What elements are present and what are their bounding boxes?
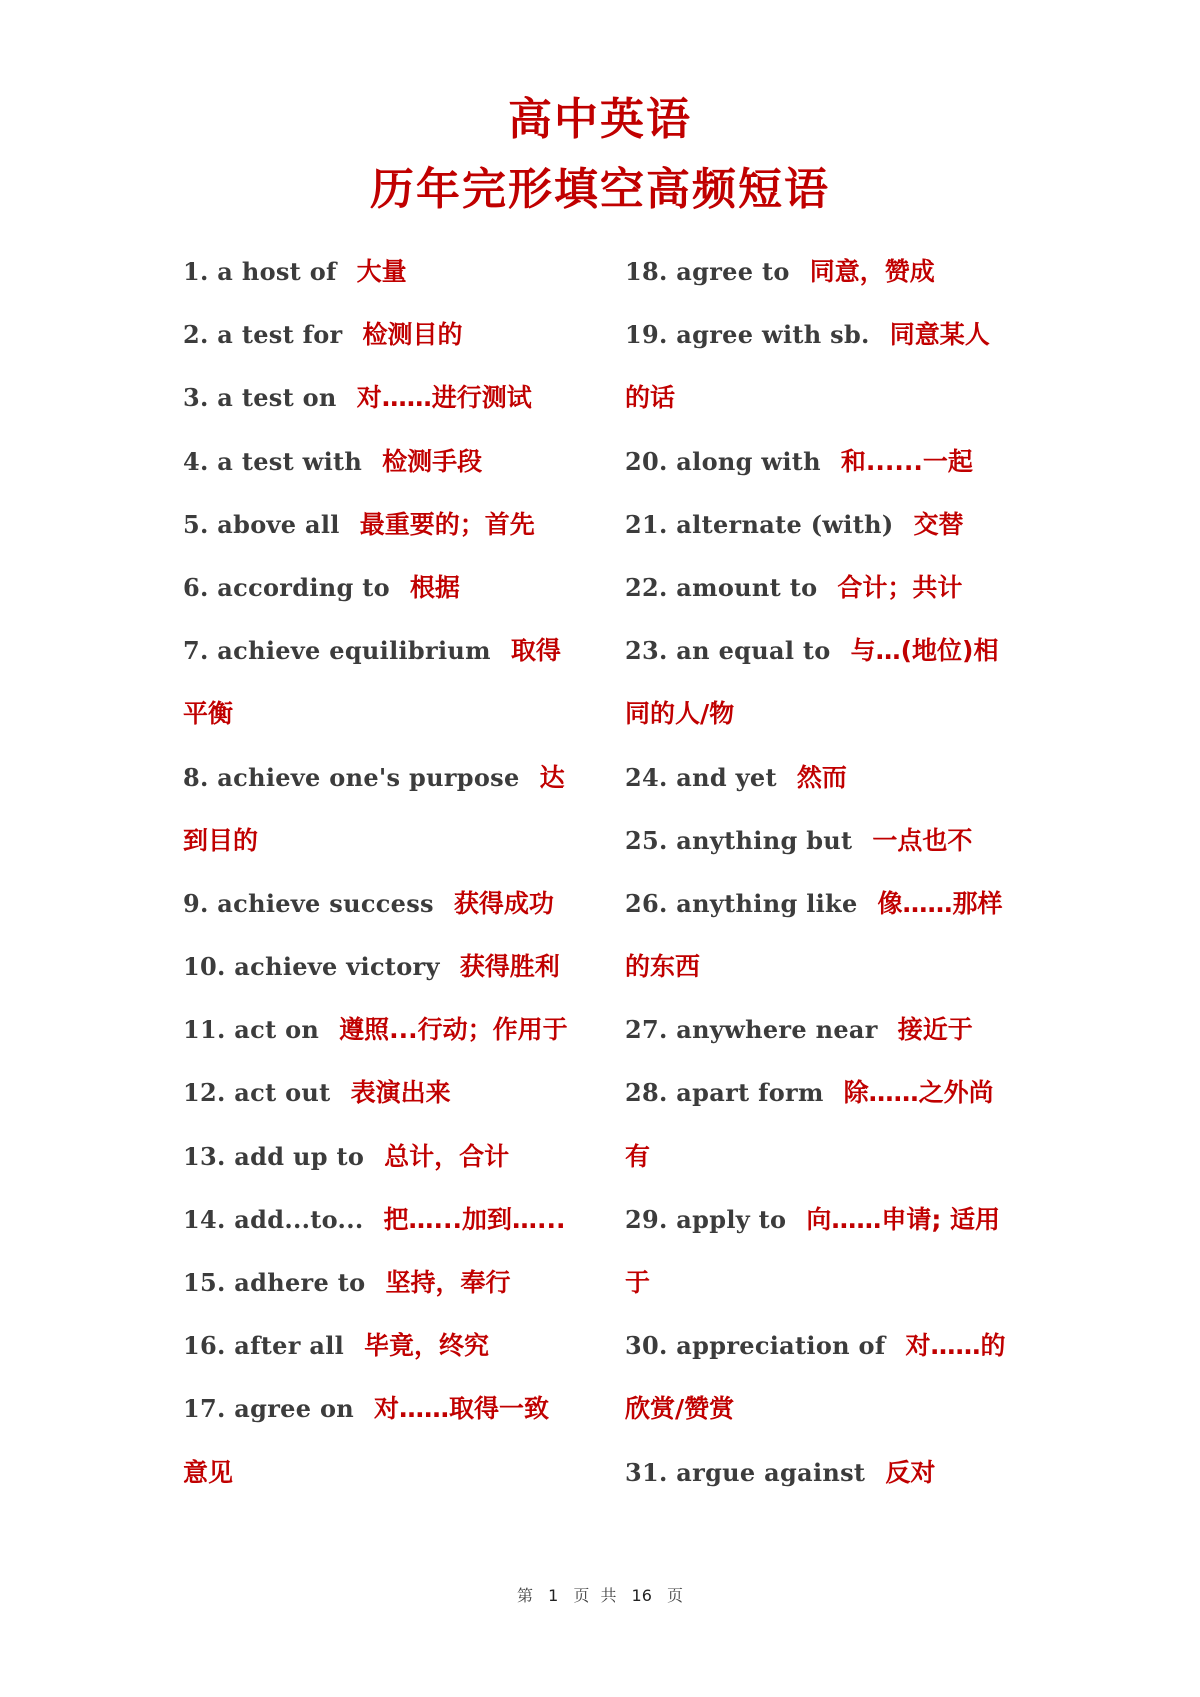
phrase-chinese-continuation: 有: [625, 1141, 651, 1171]
phrase-english: 16. after all: [183, 1331, 345, 1361]
phrase-item: [625, 1328, 1035, 1391]
page-footer-prefix: 第: [516, 1586, 533, 1605]
phrase-english: 23. an equal to: [625, 636, 831, 666]
phrase-chinese: 取得: [510, 636, 561, 666]
phrase-item-continuation: [625, 1265, 1035, 1328]
phrase-chinese: 把…...加到…...: [383, 1204, 566, 1234]
phrase-item: [183, 380, 593, 443]
phrase-english: 11. act on: [183, 1015, 320, 1045]
phrase-chinese: 与…(地位)相: [850, 636, 999, 666]
phrase-item: [183, 570, 593, 633]
phrase-english: 2. a test for: [183, 320, 343, 350]
page-footer-middle: 页 共: [573, 1586, 617, 1605]
phrase-chinese: 对……取得一致: [374, 1394, 550, 1424]
phrase-english: 27. anywhere near: [625, 1015, 878, 1045]
phrase-item: [625, 317, 1035, 380]
phrase-item: [625, 633, 1035, 696]
phrase-english: 5. above all: [183, 509, 340, 539]
phrase-chinese: 除……之外尚: [843, 1078, 994, 1108]
phrase-item: [183, 760, 593, 823]
phrase-english: 14. add...to...: [183, 1204, 364, 1234]
phrase-english: 1. a host of: [183, 257, 337, 286]
phrase-chinese-continuation: 的话: [625, 383, 676, 413]
phrase-chinese-continuation: 于: [625, 1268, 651, 1297]
phrase-english: 4. a test with: [183, 446, 363, 476]
phrase-item: [625, 823, 1035, 886]
phrase-english: 22. amount to: [625, 572, 818, 602]
phrase-english: 3. a test on: [183, 383, 337, 413]
phrase-chinese: 根据: [409, 572, 460, 602]
phrase-item: [183, 1328, 593, 1391]
total-page-count: 16: [631, 1586, 652, 1605]
phrase-chinese: 向……申请; 适用: [806, 1204, 1001, 1234]
phrase-english: 18. agree to: [625, 257, 790, 286]
phrase-item: [183, 886, 593, 949]
phrase-item-continuation: [183, 1455, 593, 1518]
phrase-english: 6. according to: [183, 572, 390, 602]
phrase-item: [625, 254, 1035, 317]
phrase-chinese: 大量: [356, 257, 407, 286]
current-page-number: 1: [548, 1586, 559, 1605]
phrase-english: 8. achieve one's purpose: [183, 762, 520, 792]
phrase-item: [183, 444, 593, 507]
page-subtitle: 历年完形填空高频短语: [370, 164, 830, 215]
phrase-english: 26. anything like: [625, 888, 858, 918]
phrase-chinese-continuation: 意见: [183, 1457, 234, 1487]
phrase-chinese: 一点也不: [872, 825, 973, 855]
phrase-item: [183, 1202, 593, 1265]
page-footer-suffix: 页: [667, 1586, 684, 1605]
phrase-english: 15. adhere to: [183, 1268, 366, 1297]
phrase-chinese: 表演出来: [350, 1078, 451, 1108]
phrase-item: [183, 1075, 593, 1138]
phrase-english: 20. along with: [625, 446, 821, 476]
phrase-english: 17. agree on: [183, 1394, 355, 1424]
phrase-item: [625, 760, 1035, 823]
phrase-item: [183, 949, 593, 1012]
phrase-english: 24. and yet: [625, 762, 777, 792]
phrase-item: [625, 1202, 1035, 1265]
phrase-chinese: 同意某人: [889, 320, 990, 350]
phrase-english: 9. achieve success: [183, 888, 434, 918]
phrase-chinese: 达: [539, 762, 565, 792]
phrase-item: [183, 633, 593, 696]
phrase-chinese: 坚持，奉行: [385, 1268, 511, 1297]
phrase-item: [625, 1455, 1035, 1518]
phrase-item-continuation: [625, 1391, 1035, 1454]
phrase-chinese: 总计，合计: [384, 1141, 510, 1171]
phrase-item: [183, 317, 593, 380]
phrase-chinese: 然而: [796, 762, 847, 792]
phrase-list-left: [183, 254, 593, 1518]
phrase-item-continuation: [625, 696, 1035, 759]
phrase-english: 10. achieve victory: [183, 952, 440, 982]
phrase-item: [183, 1391, 593, 1454]
phrase-english: 12. act out: [183, 1078, 331, 1108]
phrase-chinese: 对……的: [905, 1331, 1006, 1361]
phrase-english: 7. achieve equilibrium: [183, 636, 491, 666]
phrase-item-continuation: [183, 696, 593, 759]
phrase-item: [183, 1012, 593, 1075]
phrase-chinese: 接近于: [897, 1015, 973, 1045]
phrase-chinese: 反对: [885, 1457, 936, 1487]
phrase-chinese-continuation: 同的人/物: [625, 699, 735, 729]
phrase-item: [625, 507, 1035, 570]
phrase-item: [625, 1012, 1035, 1075]
phrase-item: [183, 1265, 593, 1328]
phrase-chinese: 合计；共计: [837, 572, 963, 602]
phrase-chinese: 遵照...行动；作用于: [339, 1015, 568, 1045]
phrase-chinese: 和......一起: [840, 446, 973, 476]
phrase-chinese: 最重要的；首先: [359, 509, 535, 539]
phrase-chinese: 毕竟，终究: [364, 1331, 490, 1361]
phrase-item-continuation: [183, 823, 593, 886]
phrase-item: [183, 507, 593, 570]
phrase-english: 21. alternate (with): [625, 509, 894, 539]
phrase-chinese: 对……进行测试: [356, 383, 532, 413]
phrase-item-continuation: [625, 380, 1035, 443]
phrase-chinese-continuation: 欣赏/赞赏: [625, 1394, 735, 1424]
phrase-item: [625, 570, 1035, 633]
phrase-item: [625, 444, 1035, 507]
phrase-list-right: [625, 254, 1035, 1518]
phrase-item: [625, 1075, 1035, 1138]
phrase-english: 29. apply to: [625, 1204, 787, 1234]
phrase-chinese: 获得成功: [453, 888, 554, 918]
phrase-english: 25. anything but: [625, 825, 853, 855]
phrase-english: 19. agree with sb.: [625, 320, 870, 350]
phrase-chinese: 检测目的: [362, 320, 463, 350]
phrase-chinese: 检测手段: [382, 446, 483, 476]
phrase-item-continuation: [625, 1139, 1035, 1202]
phrase-item: [183, 1139, 593, 1202]
phrase-chinese: 同意，赞成: [809, 257, 935, 286]
page-title: 高中英语: [508, 94, 692, 145]
phrase-chinese: 交替: [913, 509, 964, 539]
phrase-item: [183, 254, 593, 317]
phrase-english: 13. add up to: [183, 1141, 365, 1171]
phrase-english: 30. appreciation of: [625, 1331, 886, 1361]
phrase-chinese-continuation: 平衡: [183, 699, 234, 729]
phrase-chinese: 获得胜利: [459, 952, 560, 982]
page-footer: [0, 1583, 1200, 1606]
phrase-english: 31. argue against: [625, 1457, 866, 1487]
phrase-item: [625, 886, 1035, 949]
phrase-chinese-continuation: 的东西: [625, 952, 701, 982]
phrase-chinese: 像……那样: [877, 888, 1003, 918]
phrase-english: 28. apart form: [625, 1078, 824, 1108]
phrase-chinese-continuation: 到目的: [183, 825, 259, 855]
phrase-item-continuation: [625, 949, 1035, 1012]
